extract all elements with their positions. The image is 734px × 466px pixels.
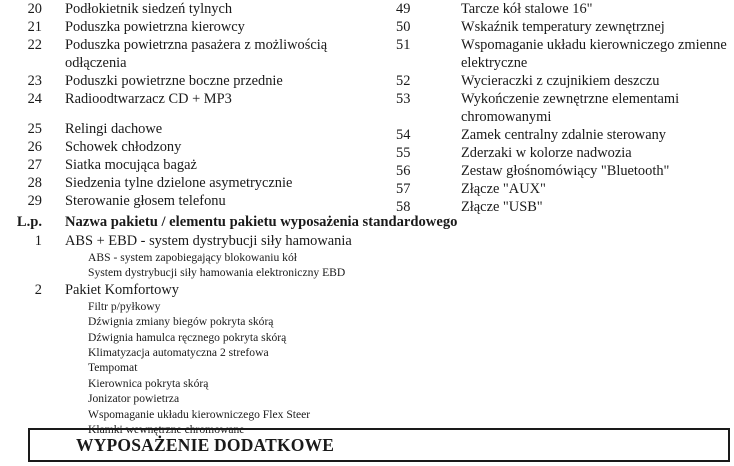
equipment-row [390,126,734,144]
equipment-number: 52 [396,73,411,89]
equipment-label: Poduszka powietrzna pasażera z możliwością odłączenia [65,37,328,71]
equipment-row [390,72,734,90]
equipment-number: 21 [27,19,42,35]
equipment-number: 23 [27,73,42,89]
equipment-number: 25 [27,121,42,137]
equipment-row [0,0,380,18]
equipment-row [0,192,380,210]
equipment-row [0,156,380,174]
equipment-row [390,0,734,18]
equipment-row [0,72,380,90]
package-sub-item: Jonizator powietrza [88,392,180,406]
column-spacer [0,108,380,120]
equipment-label: Relingi dachowe [65,121,163,137]
equipment-label: Zestaw głośnomówiący "Bluetooth" [461,163,670,179]
equipment-number: 49 [396,1,411,17]
package-sub-item: Wspomaganie układu kierowniczego Flex Steer [88,407,311,421]
equipment-label: Zderzaki w kolorze nadwozia [461,145,632,161]
equipment-label: Złącze "USB" [461,199,543,215]
equipment-row [0,90,380,108]
equipment-number: 51 [396,37,411,53]
equipment-number: 24 [27,91,42,107]
package-row [0,232,734,250]
equipment-number: 27 [27,157,42,173]
equipment-row [0,138,380,156]
packages-header-title: Nazwa pakietu / elementu pakietu wyposażenia standardowego [65,214,458,230]
equipment-row [0,36,380,72]
equipment-label: Wycieraczki z czujnikiem deszczu [461,73,660,89]
equipment-label: Wykończenie zewnętrzne elementami chromowanymi [461,91,680,125]
equipment-label: Wspomaganie układu kierowniczego zmienne elektryczne [461,37,727,71]
equipment-label: Poduszka powietrzna kierowcy [65,19,245,35]
package-sub-item: System dystrybucji siły hamowania elektroniczny EBD [88,266,346,280]
packages-header-number-label: L.p. [16,214,42,230]
equipment-label: Sterowanie głosem telefonu [65,193,226,209]
package-name: Pakiet Komfortowy [65,281,179,298]
equipment-label: Zamek centralny zdalnie sterowany [461,127,666,143]
equipment-row [0,174,380,192]
package-number: 1 [34,233,42,249]
package-sub-item: Kierownica pokryta skórą [88,376,209,390]
equipment-row [390,180,734,198]
equipment-number: 26 [27,139,42,155]
equipment-label: Siedzenia tylne dzielone asymetrycznie [65,175,293,191]
equipment-label: Schowek chłodzony [65,139,182,155]
equipment-number: 29 [27,193,42,209]
packages-list [0,232,734,437]
equipment-number: 20 [27,1,42,17]
equipment-number: 54 [396,127,411,143]
equipment-label: Siatka mocująca bagaż [65,157,197,173]
equipment-number: 22 [27,37,42,53]
package-sub-item: Dźwignia hamulca ręcznego pokryta skórą [88,330,287,344]
equipment-column-left [0,0,380,210]
section-heading-box [28,428,730,462]
equipment-label: Radioodtwarzacz CD + MP3 [65,91,232,107]
equipment-number: 28 [27,175,42,191]
package-name: ABS + EBD - system dystrybucji siły hamowania [65,233,352,249]
package-sub-item: Klimatyzacja automatyczna 2 strefowa [88,346,269,360]
equipment-row [390,36,734,72]
equipment-row [390,90,734,126]
package-sub-item: Klamki wewnętrzne chromowane [88,423,245,437]
package-sub-item: ABS - system zapobiegający blokowaniu kół [88,251,297,264]
section-heading-title: WYPOSAŻENIE DODATKOWE [76,434,335,455]
package-sub-item: Filtr p/pyłkowy [88,299,161,313]
package-row [0,281,734,299]
equipment-label: Wskaźnik temperatury zewnętrznej [461,19,665,35]
package-number: 2 [34,281,42,298]
package-sub-item: Tempomat [88,361,138,375]
equipment-row [0,18,380,36]
packages-table-header [0,213,734,231]
equipment-number: 57 [396,181,411,197]
equipment-row [390,144,734,162]
equipment-label: Tarcze kół stalowe 16" [461,1,593,17]
package-sub-item: Dźwignia zmiany biegów pokryta skórą [88,315,274,329]
equipment-column-right [390,0,734,216]
equipment-row [390,162,734,180]
equipment-number: 55 [396,145,411,161]
equipment-label: Poduszki powietrzne boczne przednie [65,73,283,89]
equipment-number: 56 [396,163,411,179]
equipment-label: Podłokietnik siedzeń tylnych [65,1,233,17]
equipment-number: 53 [396,91,411,107]
equipment-number: 50 [396,19,411,35]
equipment-number: 58 [396,199,411,215]
equipment-label: Złącze "AUX" [461,181,546,197]
equipment-row [390,18,734,36]
equipment-row [0,120,380,138]
